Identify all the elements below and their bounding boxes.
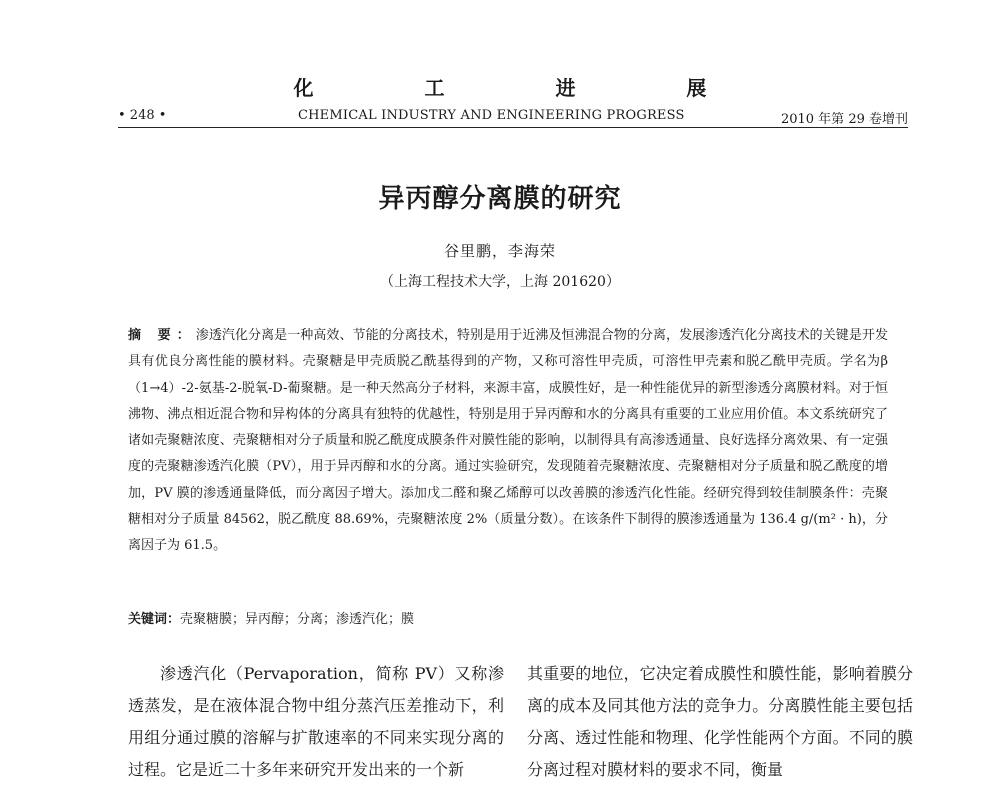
keywords bbox=[128, 609, 888, 631]
body-left-column: 渗透汽化（Pervaporation，简称 PV）又称渗透蒸发，是在液体混合物中组分蒸汽压差推动下，利用组分通过膜的溶解与扩散速率的不同来实现分离的过程。它是近二十多年来研究开发出来的一个新 bbox=[128, 664, 504, 779]
article-title: 异丙醇分离膜的研究 bbox=[378, 184, 622, 214]
body-right-column: 其重要的地位，它决定着成膜性和膜性能，影响着膜分离的成本及同其他方法的竞争力。分离膜性能主要包括分离、透过性能和物理、化学性能两个方面。不同的膜分离过程对膜材料的要求不同，衡量 bbox=[527, 664, 913, 779]
running-header bbox=[118, 106, 908, 128]
keywords-label: 关键词： bbox=[128, 612, 181, 627]
affiliation: （上海工程技术大学，上海 201620） bbox=[380, 274, 620, 290]
journal-name: 化 工 进 展 bbox=[293, 76, 759, 100]
abstract-text: 渗透汽化分离是一种高效、节能的分离技术，特别是用于近沸及恒沸混合物的分离，发展渗透汽化分离技术的关键是开发具有优良分离性能的膜材料。壳聚糖是甲壳质脱乙酰基得到的产物，又称可溶性甲壳质，可溶性甲壳素和脱乙酰甲壳质。学名为β（1→4）-2-氨基-2-脱氧-D-葡聚糖。是一种天然高分子材料，来源丰富，成膜性好，是一种性能优异的新型渗透分离膜材料。对于恒沸物、沸点相近混合物和异构体的分离具有独特的优越性，特别是用于异丙醇和水的分离具有重要的工业应用价值。本文系统研究了诸如壳聚糖浓度、壳聚糖相对分子质量和脱乙酰度成膜条件对膜性能的影响，以制得具有高渗透通量、良好选择分离效果、有一定强度的壳聚糖渗透汽化膜（PV），用于异丙醇和水的分离。通过实验研究，发现随着壳聚糖浓度、壳聚糖相对分子质量和脱乙酰度的增加，PV 膜的渗透通量降低，而分离因子增大。添加戊二醛和聚乙烯醇可以改善膜的渗透汽化性能。经研究得到较佳制膜条件：壳聚糖相对分子质量 84562，脱乙酰度 88.69%，壳聚糖浓度 2%（质量分数）。在该条件下制得的膜渗透通量为 136.4 g/(m² · h)，分离因子为 61.5。 bbox=[128, 328, 888, 554]
issue-info: 2010 年第 29 卷增刊 bbox=[780, 112, 908, 127]
header-rule bbox=[118, 127, 908, 128]
keywords-text: 壳聚糖膜；异丙醇；分离；渗透汽化；膜 bbox=[180, 612, 415, 627]
abstract-label: 摘 要： bbox=[128, 328, 196, 343]
journal-english-name: CHEMICAL INDUSTRY AND ENGINEERING PROGRESS bbox=[298, 108, 685, 123]
abstract bbox=[128, 323, 888, 560]
page-number: • 248 • bbox=[118, 108, 167, 123]
authors: 谷里鹏，李海荣 bbox=[443, 242, 556, 260]
